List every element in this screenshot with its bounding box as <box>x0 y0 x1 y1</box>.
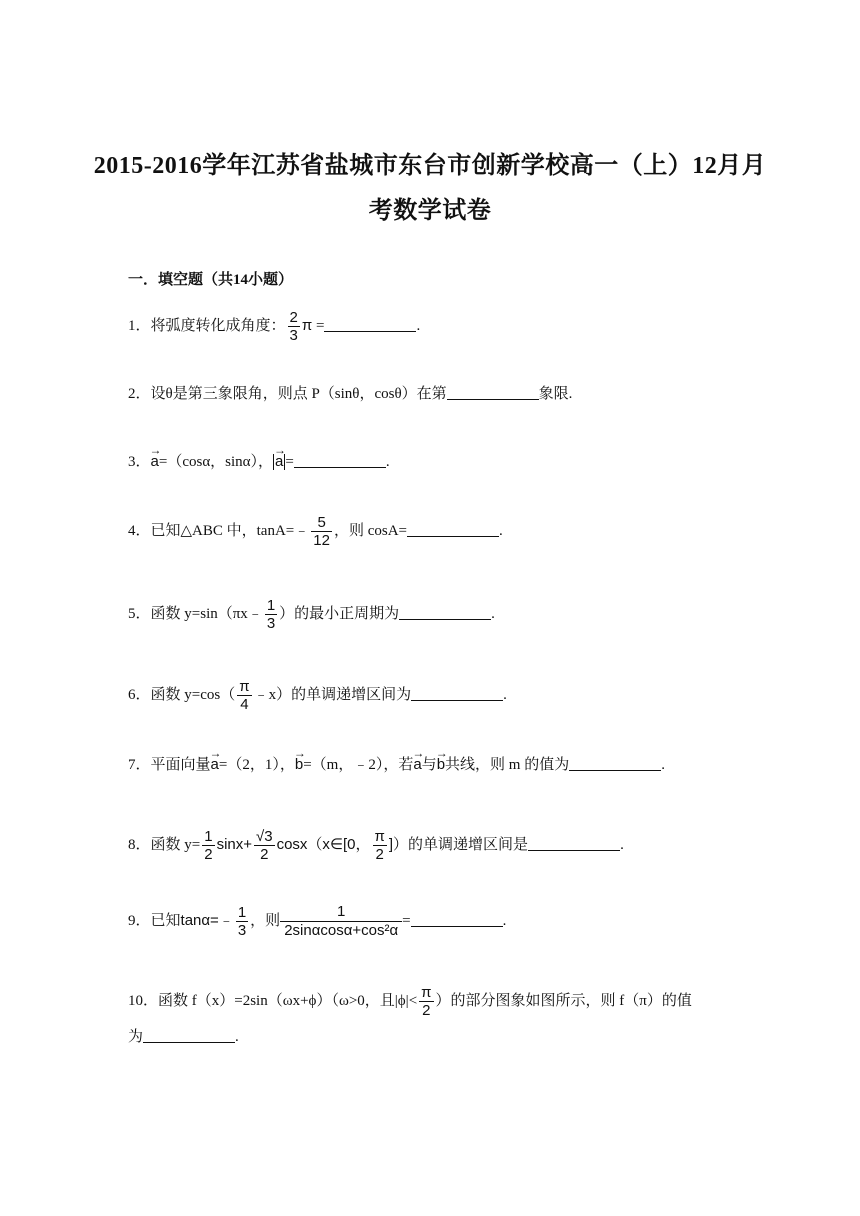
answer-blank[interactable] <box>411 912 503 927</box>
answer-blank[interactable] <box>294 453 386 468</box>
question-10: 10．函数 f（x）=2sin（ωx+ϕ）（ω>0，且|ϕ|< $\frac{\pi}{2}$ ）的部分图象如图所示，则 f（π）的值 <box>128 984 692 1019</box>
vector-b-2: → b <box>437 754 445 776</box>
big-fraction: $\frac{1}{\text{2sinαcosα+cos²α}}$ <box>280 903 402 940</box>
question-7: 7．平面向量→ a=（2，1），→ b=（m，﹣2），若→ a与→ b共线，则 m 的值为 . <box>128 754 665 776</box>
answer-blank[interactable] <box>569 756 661 771</box>
vector-a: → a <box>151 451 159 473</box>
question-1: 1．将弧度转化成角度： $\frac{2}{3}$ π = . <box>128 309 421 344</box>
question-5: 5．函数 y=sin（πx﹣ $\frac{1}{3}$ ）的最小正周期为 . <box>128 597 495 632</box>
question-4: 4．已知△ABC 中，tanA=﹣ $\frac{5}{12}$ ，则 cosA= . <box>128 514 503 549</box>
answer-blank[interactable] <box>528 836 620 851</box>
vector-a: → a <box>211 754 219 776</box>
title-line-1: 2015-2016学年江苏省盐城市东台市创新学校高一（上）12月月 <box>93 153 767 179</box>
answer-blank[interactable] <box>324 317 416 332</box>
title-line-2: 考数学试卷 <box>368 198 492 224</box>
answer-blank[interactable] <box>447 385 539 400</box>
question-6: 6．函数 y=cos（ $\frac{\pi}{4}$ ﹣x）的单调递增区间为 . <box>128 678 507 713</box>
question-8: 8．函数 y= $\frac{1}{2}$ sinx+ $\frac{√3}{2}$ cosx（x∈[0， $\frac{\pi}{2}$ ]）的单调递增区间是 . <box>128 828 624 863</box>
answer-blank[interactable] <box>407 522 499 537</box>
section-heading: 一．填空题（共14小题） <box>128 272 294 288</box>
answer-blank[interactable] <box>399 605 491 620</box>
answer-blank[interactable] <box>411 686 503 701</box>
question-10-line-2: 为 . <box>128 1029 239 1045</box>
question-3: 3．→ a=（cosα，sinα），→ a = . <box>128 451 390 473</box>
vector-a-2: → a <box>413 754 421 776</box>
vector-a-abs: → a <box>275 451 283 473</box>
answer-blank[interactable] <box>143 1028 235 1043</box>
question-9: 9．已知tanα=﹣ $\frac{1}{3}$ ，则 $\frac{1}{\text{2sinαcosα+cos²α}}$ = . <box>128 903 507 939</box>
question-2: 2．设θ是第三象限角，则点 P（sinθ，cosθ）在第 象限. <box>128 386 573 402</box>
vector-b: → b <box>295 754 303 776</box>
